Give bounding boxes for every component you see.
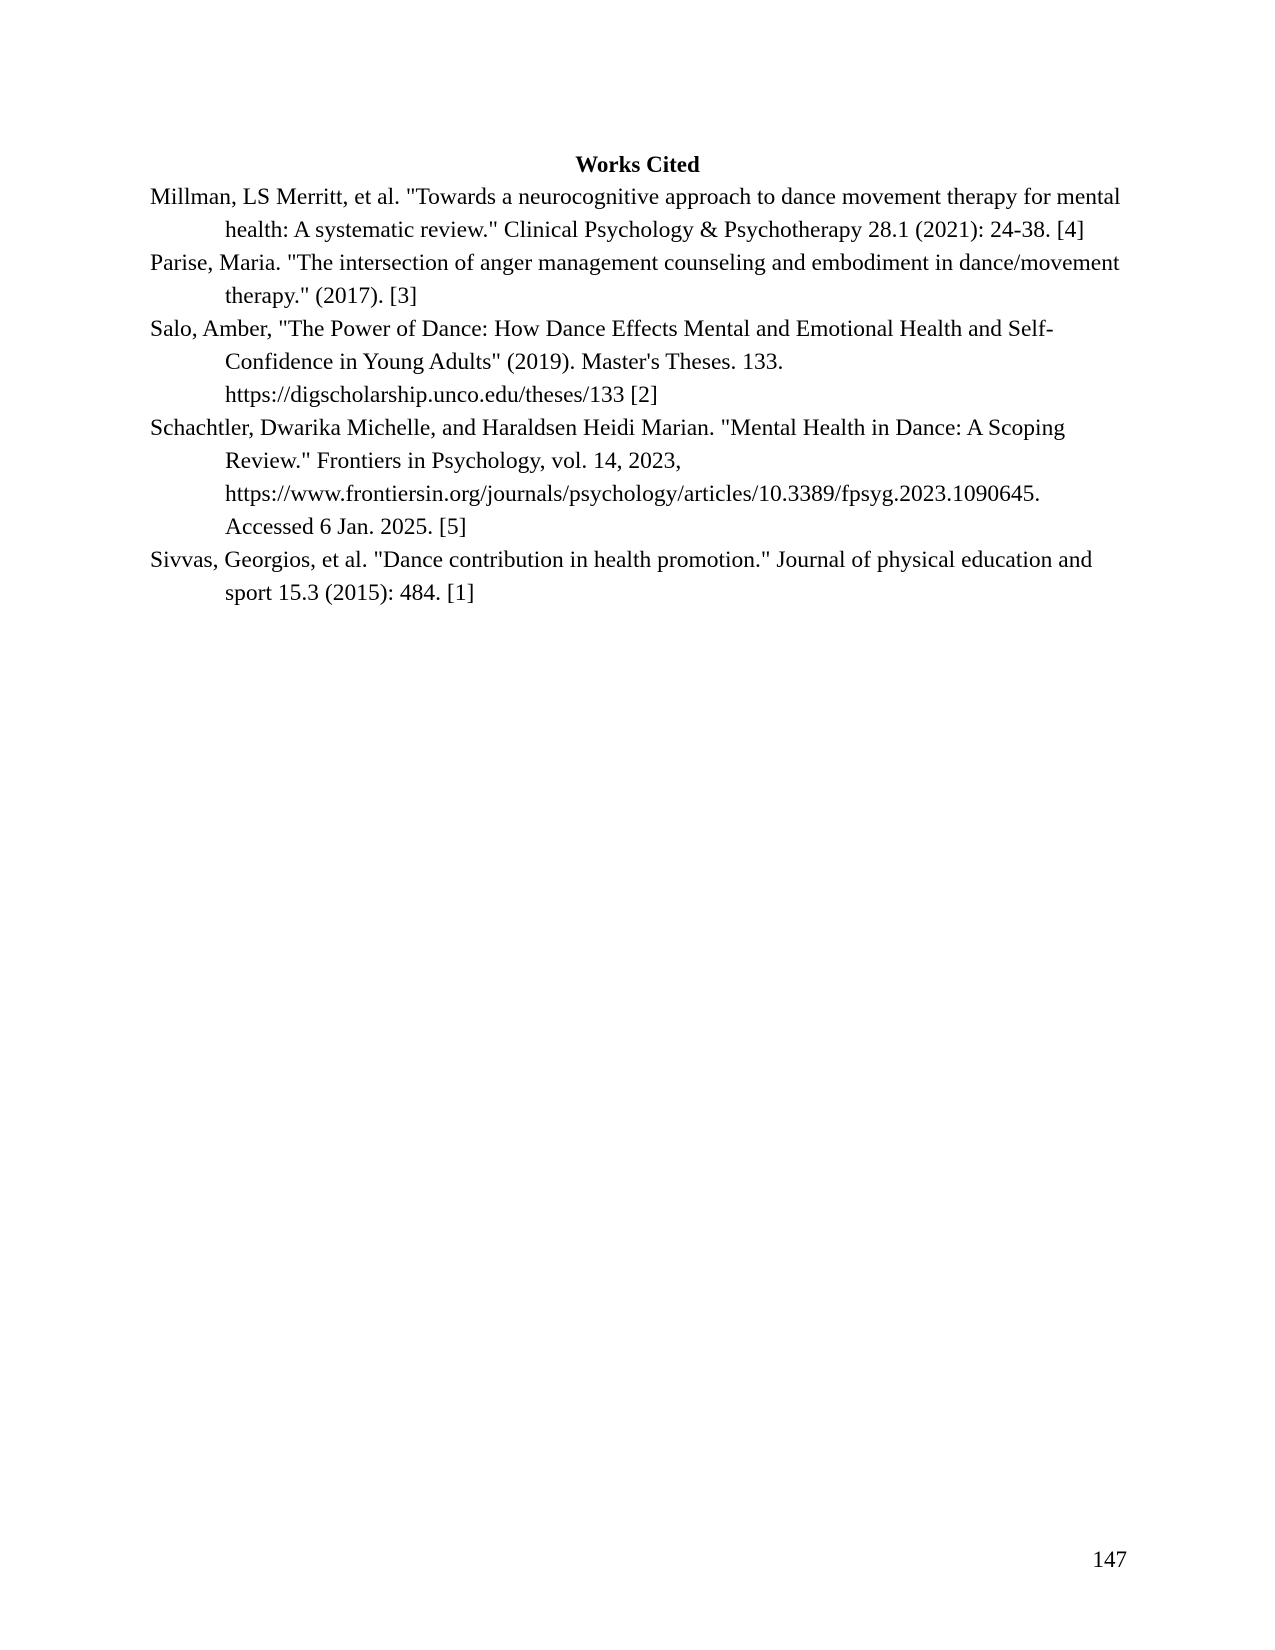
reference-item-sivvas: Sivvas, Georgios, et al. "Dance contribution in health promotion." Journal of physical education and sport 15.3 (2015): 484. [1] [150, 547, 1093, 606]
page-title: Works Cited [575, 152, 700, 177]
reference-list [150, 181, 1125, 610]
reference-item-parise: Parise, Maria. "The intersection of anger management counseling and embodiment in dance/movement therapy." (2017). [3] [150, 250, 1120, 309]
works-cited-section [150, 148, 1125, 610]
reference-item-schachtler: Schachtler, Dwarika Michelle, and Haraldsen Heidi Marian. "Mental Health in Dance: A Scoping Review." Frontiers in Psychology, vol. 14, 2023, https://www.frontiersin.org/journals/psychology/articles/10.3389/fpsyg.2023.1090645. Accessed 6 Jan. 2025. [5] [150, 415, 1066, 540]
reference-item-millman: Millman, LS Merritt, et al. "Towards a neurocognitive approach to dance movement therapy for mental health: A systematic review." Clinical Psychology & Psychotherapy 28.1 (2021): 24-38. [4] [150, 184, 1121, 243]
reference-item-salo: Salo, Amber, "The Power of Dance: How Dance Effects Mental and Emotional Health and Self-Confidence in Young Adults" (2019). Master's Theses. 133. https://digscholarship.unco.edu/theses/133 [2] [150, 316, 1054, 408]
page-number: 147 [1092, 1547, 1127, 1572]
